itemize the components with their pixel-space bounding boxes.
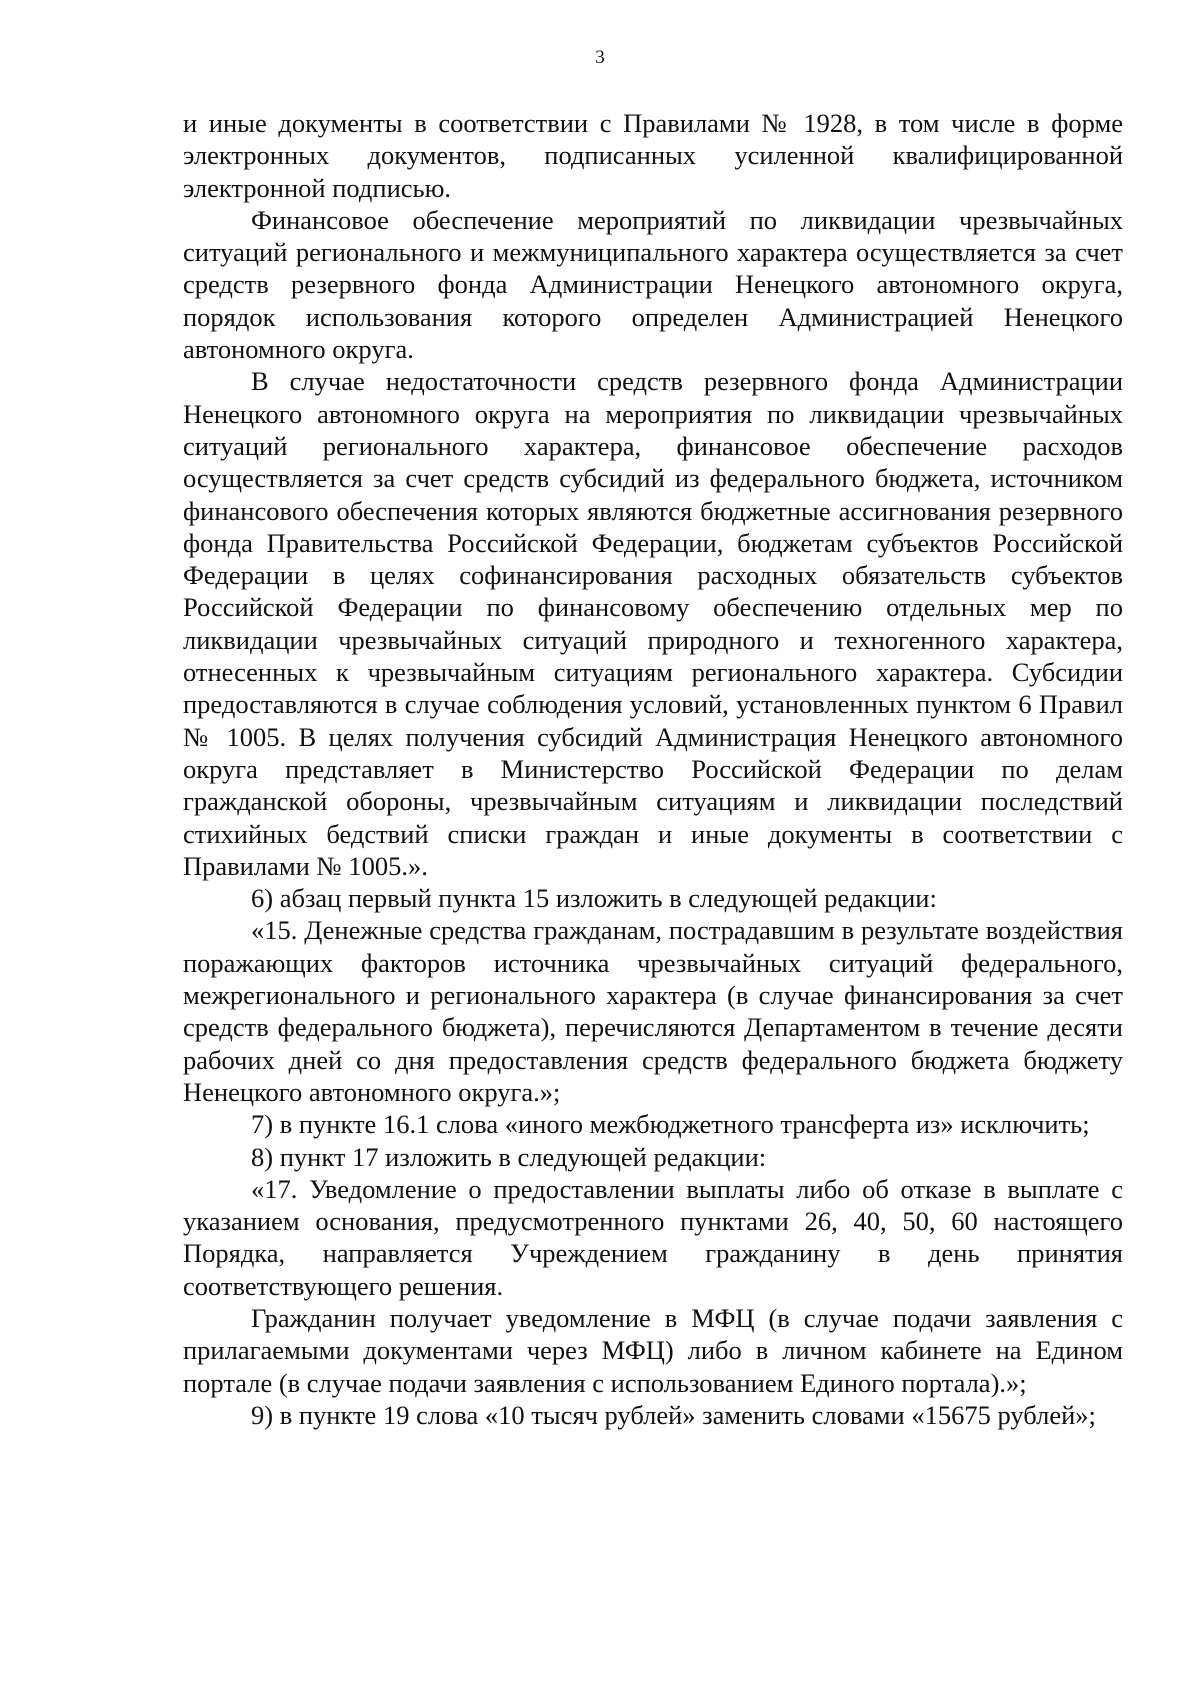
paragraph-federal-subsidies: В случае недостаточности средств резервного фонда Администрации Ненецкого автономного округа на мероприятия по ликвидации чрезвычайных ситуаций регионального характера, финансовое обеспечение расходов осуществляется за счет средств субсидий из федерального бюджета, источником финансового обеспечения которых являются бюджетные ассигнования резервного фонда Правительства Российской Федерации, бюджетам субъектов Российской Федерации в целях софинансирования расходных обязательств субъектов Российской Федерации по финансовому обеспечению отдельных мер по ликвидации чрезвычайных ситуаций природного и техногенного характера, отнесенных к чрезвычайным ситуациям регионального характера. Субсидии предоставляются в случае соблюдения условий, установленных пунктом 6 Правил № 1005. В целях получения субсидий Администрация Ненецкого автономного округа представляет в Министерство Российской Федерации по делам гражданской обороны, чрезвычайным ситуациям и ликвидации последствий стихийных бедствий списки граждан и иные документы в соответствии с Правилами № 1005.». <box>183 366 1123 881</box>
paragraph-clause-15: «15. Денежные средства гражданам, пострадавшим в результате воздействия поражающих факторов источника чрезвычайных ситуаций федерального, межрегионального и регионального характера (в случае финансирования за счет средств федерального бюджета), перечисляются Департаментом в течение десяти рабочих дней со дня предоставления средств федерального бюджета бюджету Ненецкого автономного округа.»; <box>183 915 1123 1107</box>
page-number: 3 <box>595 47 605 68</box>
paragraph-item-7: 7) в пункте 16.1 слова «иного межбюджетного трансферта из» исключить; <box>251 1109 1090 1140</box>
paragraph-item-6: 6) абзац первый пункта 15 изложить в следующей редакции: <box>251 883 937 914</box>
paragraph-clause-17: «17. Уведомление о предоставлении выплаты либо об отказе в выплате с указанием основания, предусмотренного пунктами 26, 40, 50, 60 настоящего Порядка, направляется Учреждением гражданину в день принятия соответствующего решения. <box>183 1173 1123 1301</box>
paragraph-item-9: 9) в пункте 19 слова «10 тысяч рублей» заменить словами «15675 рублей»; <box>251 1399 1096 1430</box>
document-body <box>183 107 1123 1431</box>
paragraph-continuation: и иные документы в соответствии с Правилами № 1928, в том числе в форме электронных документов, подписанных усиленной квалифицированной электронной подписью. <box>183 108 1123 203</box>
paragraph-item-8: 8) пункт 17 изложить в следующей редакции: <box>251 1141 767 1172</box>
paragraph-reserve-fund-financing: Финансовое обеспечение мероприятий по ликвидации чрезвычайных ситуаций регионального и межмуниципального характера осуществляется за счет средств резервного фонда Администрации Ненецкого автономного округа, порядок использования которого определен Администрацией Ненецкого автономного округа. <box>183 204 1123 365</box>
paragraph-notification: Гражданин получает уведомление в МФЦ (в случае подачи заявления с прилагаемыми документами через МФЦ) либо в личном кабинете на Едином портале (в случае подачи заявления с использованием Единого портала).»; <box>183 1302 1123 1398</box>
